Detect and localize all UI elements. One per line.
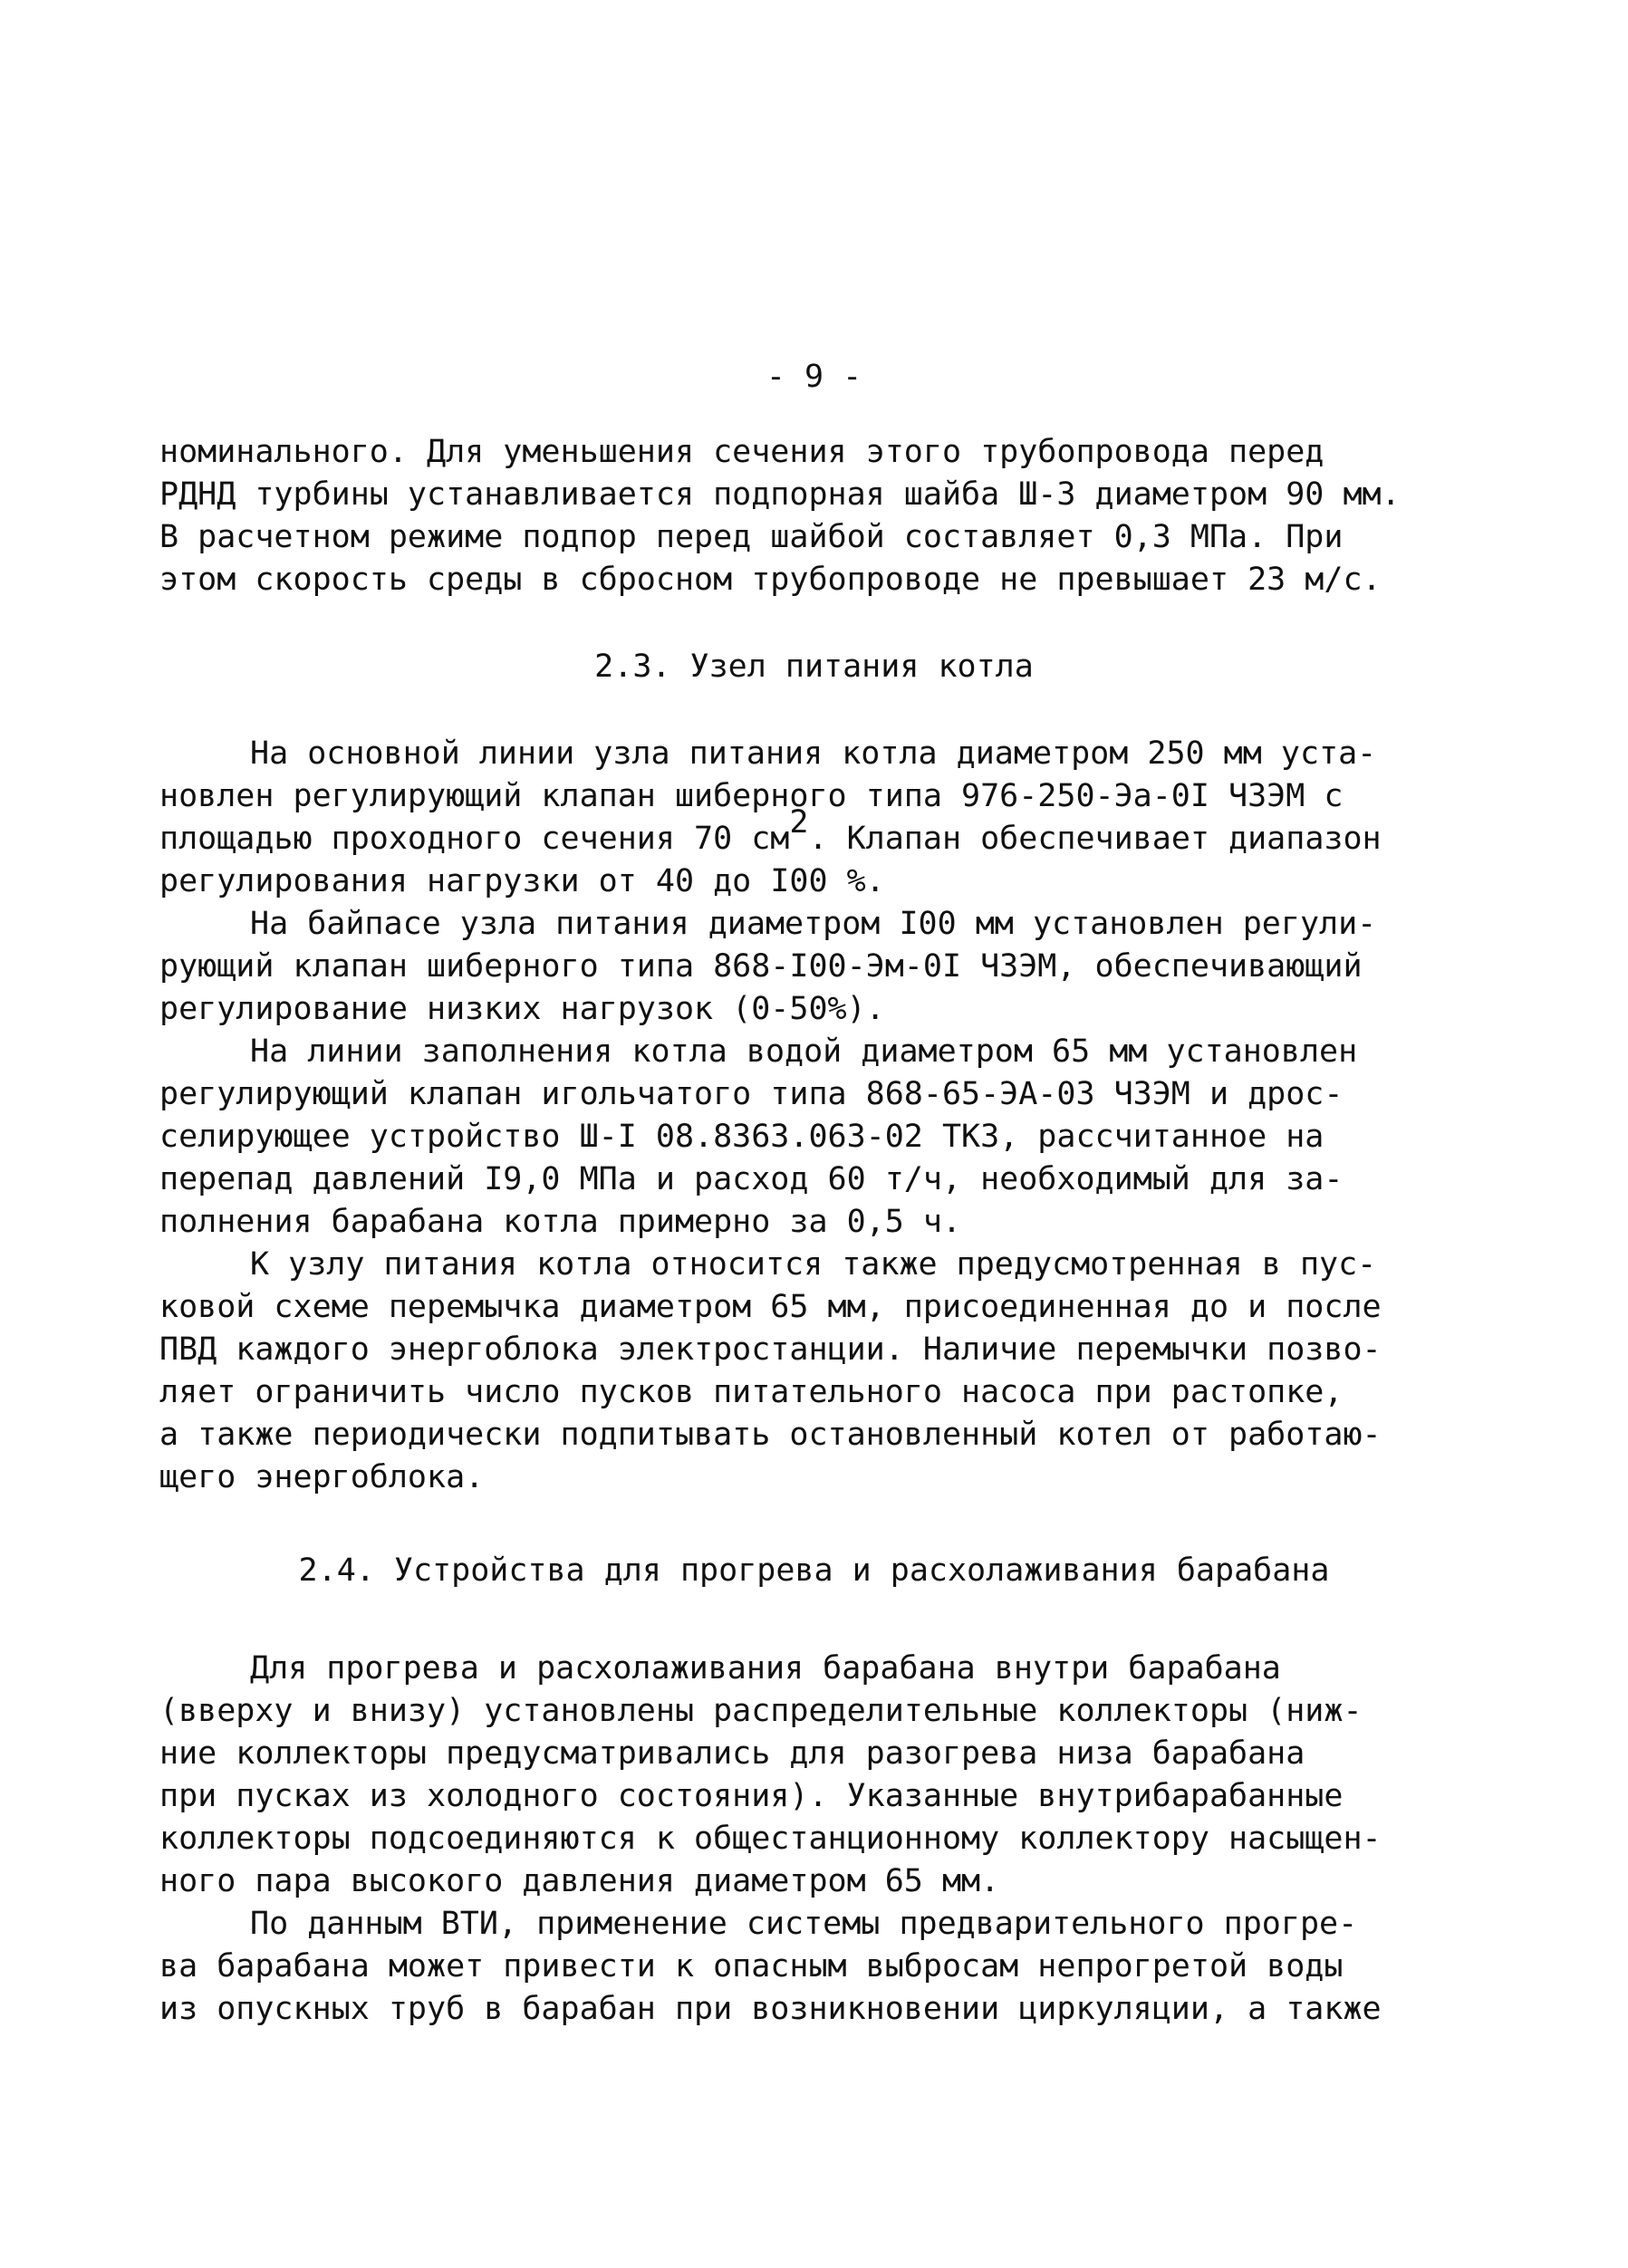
text-segment: площадью проходного сечения 70 см — [159, 821, 790, 857]
superscript: 2 — [789, 804, 809, 841]
text-line: номинального. Для уменьшения сечения этого трубопровода перед — [159, 434, 1325, 470]
text-line: коллекторы подсоединяются к общестанционному коллектору насыщен- — [159, 1821, 1382, 1857]
text-line: По данным ВТИ, применение системы предварительного прогре- — [250, 1906, 1358, 1942]
text-segment: . Клапан обеспечивает диапазон — [808, 821, 1382, 857]
text-line: ляет ограничить число пусков питательного насоса при растопке, — [159, 1374, 1344, 1410]
section-heading-2-3: 2.3. Узел питания котла — [594, 649, 1034, 685]
text-line: полнения барабана котла примерно за 0,5 ч. — [159, 1204, 962, 1240]
text-line: а также периодически подпитывать остановленный котел от работаю- — [159, 1417, 1382, 1453]
text-line: рующий клапан шиберного типа 868-I00-Эм-0I ЧЗЭМ, обеспечивающий — [159, 948, 1363, 985]
page-number: - 9 - — [766, 359, 862, 395]
text-line: селирующее устройство Ш-I 08.8363.063-02 ТКЗ, рассчитанное на — [159, 1119, 1325, 1155]
text-line: щего энергоблока. — [159, 1459, 485, 1495]
text-line: РДНД турбины устанавливается подпорная шайба Ш-3 диаметром 90 мм. — [159, 476, 1401, 513]
text-line — [159, 804, 1382, 860]
text-line: На байпасе узла питания диаметром I00 мм установлен регули- — [250, 906, 1377, 942]
text-line: ва барабана может привести к опасным выбросам непрогретой воды — [159, 1948, 1344, 1985]
text-line: при пусках из холодного состояния). Указанные внутрибарабанные — [159, 1778, 1344, 1814]
text-line: (вверху и внизу) установлены распределительные коллекторы (ниж- — [159, 1693, 1363, 1729]
text-line: ПВД каждого энергоблока электростанции. Наличие перемычки позво- — [159, 1331, 1382, 1368]
text-line: ние коллекторы предусматривались для разогрева низа барабана — [159, 1735, 1305, 1772]
text-line: К узлу питания котла относится также предусмотренная в пус- — [250, 1246, 1377, 1283]
text-line: перепад давлений I9,0 МПа и расход 60 т/ч, необходимый для за- — [159, 1161, 1344, 1197]
text-line: регулирования нагрузки от 40 до I00 %. — [159, 863, 885, 899]
text-line: Для прогрева и расхолаживания барабана внутри барабана — [250, 1650, 1281, 1687]
text-line: На линии заполнения котла водой диаметром 65 мм установлен — [250, 1033, 1358, 1070]
text-line: ного пара высокого давления диаметром 65 мм. — [159, 1863, 1000, 1899]
text-line: регулирование низких нагрузок (0-50%). — [159, 991, 885, 1027]
text-line: В расчетном режиме подпор перед шайбой составляет 0,3 МПа. При — [159, 519, 1344, 555]
text-line: регулирующий клапан игольчатого типа 868-65-ЭА-03 ЧЗЭМ и дрос- — [159, 1076, 1344, 1112]
text-line: новлен регулирующий клапан шиберного типа 976-250-Эа-0I ЧЗЭМ с — [159, 778, 1344, 814]
section-heading-2-4: 2.4. Устройства для прогрева и расхолаживания барабана — [298, 1552, 1330, 1589]
text-line: ковой схеме перемычка диаметром 65 мм, присоединенная до и после — [159, 1289, 1382, 1325]
text-line: из опускных труб в барабан при возникновении циркуляции, а также — [159, 1991, 1382, 2027]
text-line: На основной линии узла питания котла диаметром 250 мм уста- — [250, 735, 1377, 772]
text-line: этом скорость среды в сбросном трубопроводе не превышает 23 м/с. — [159, 562, 1382, 598]
